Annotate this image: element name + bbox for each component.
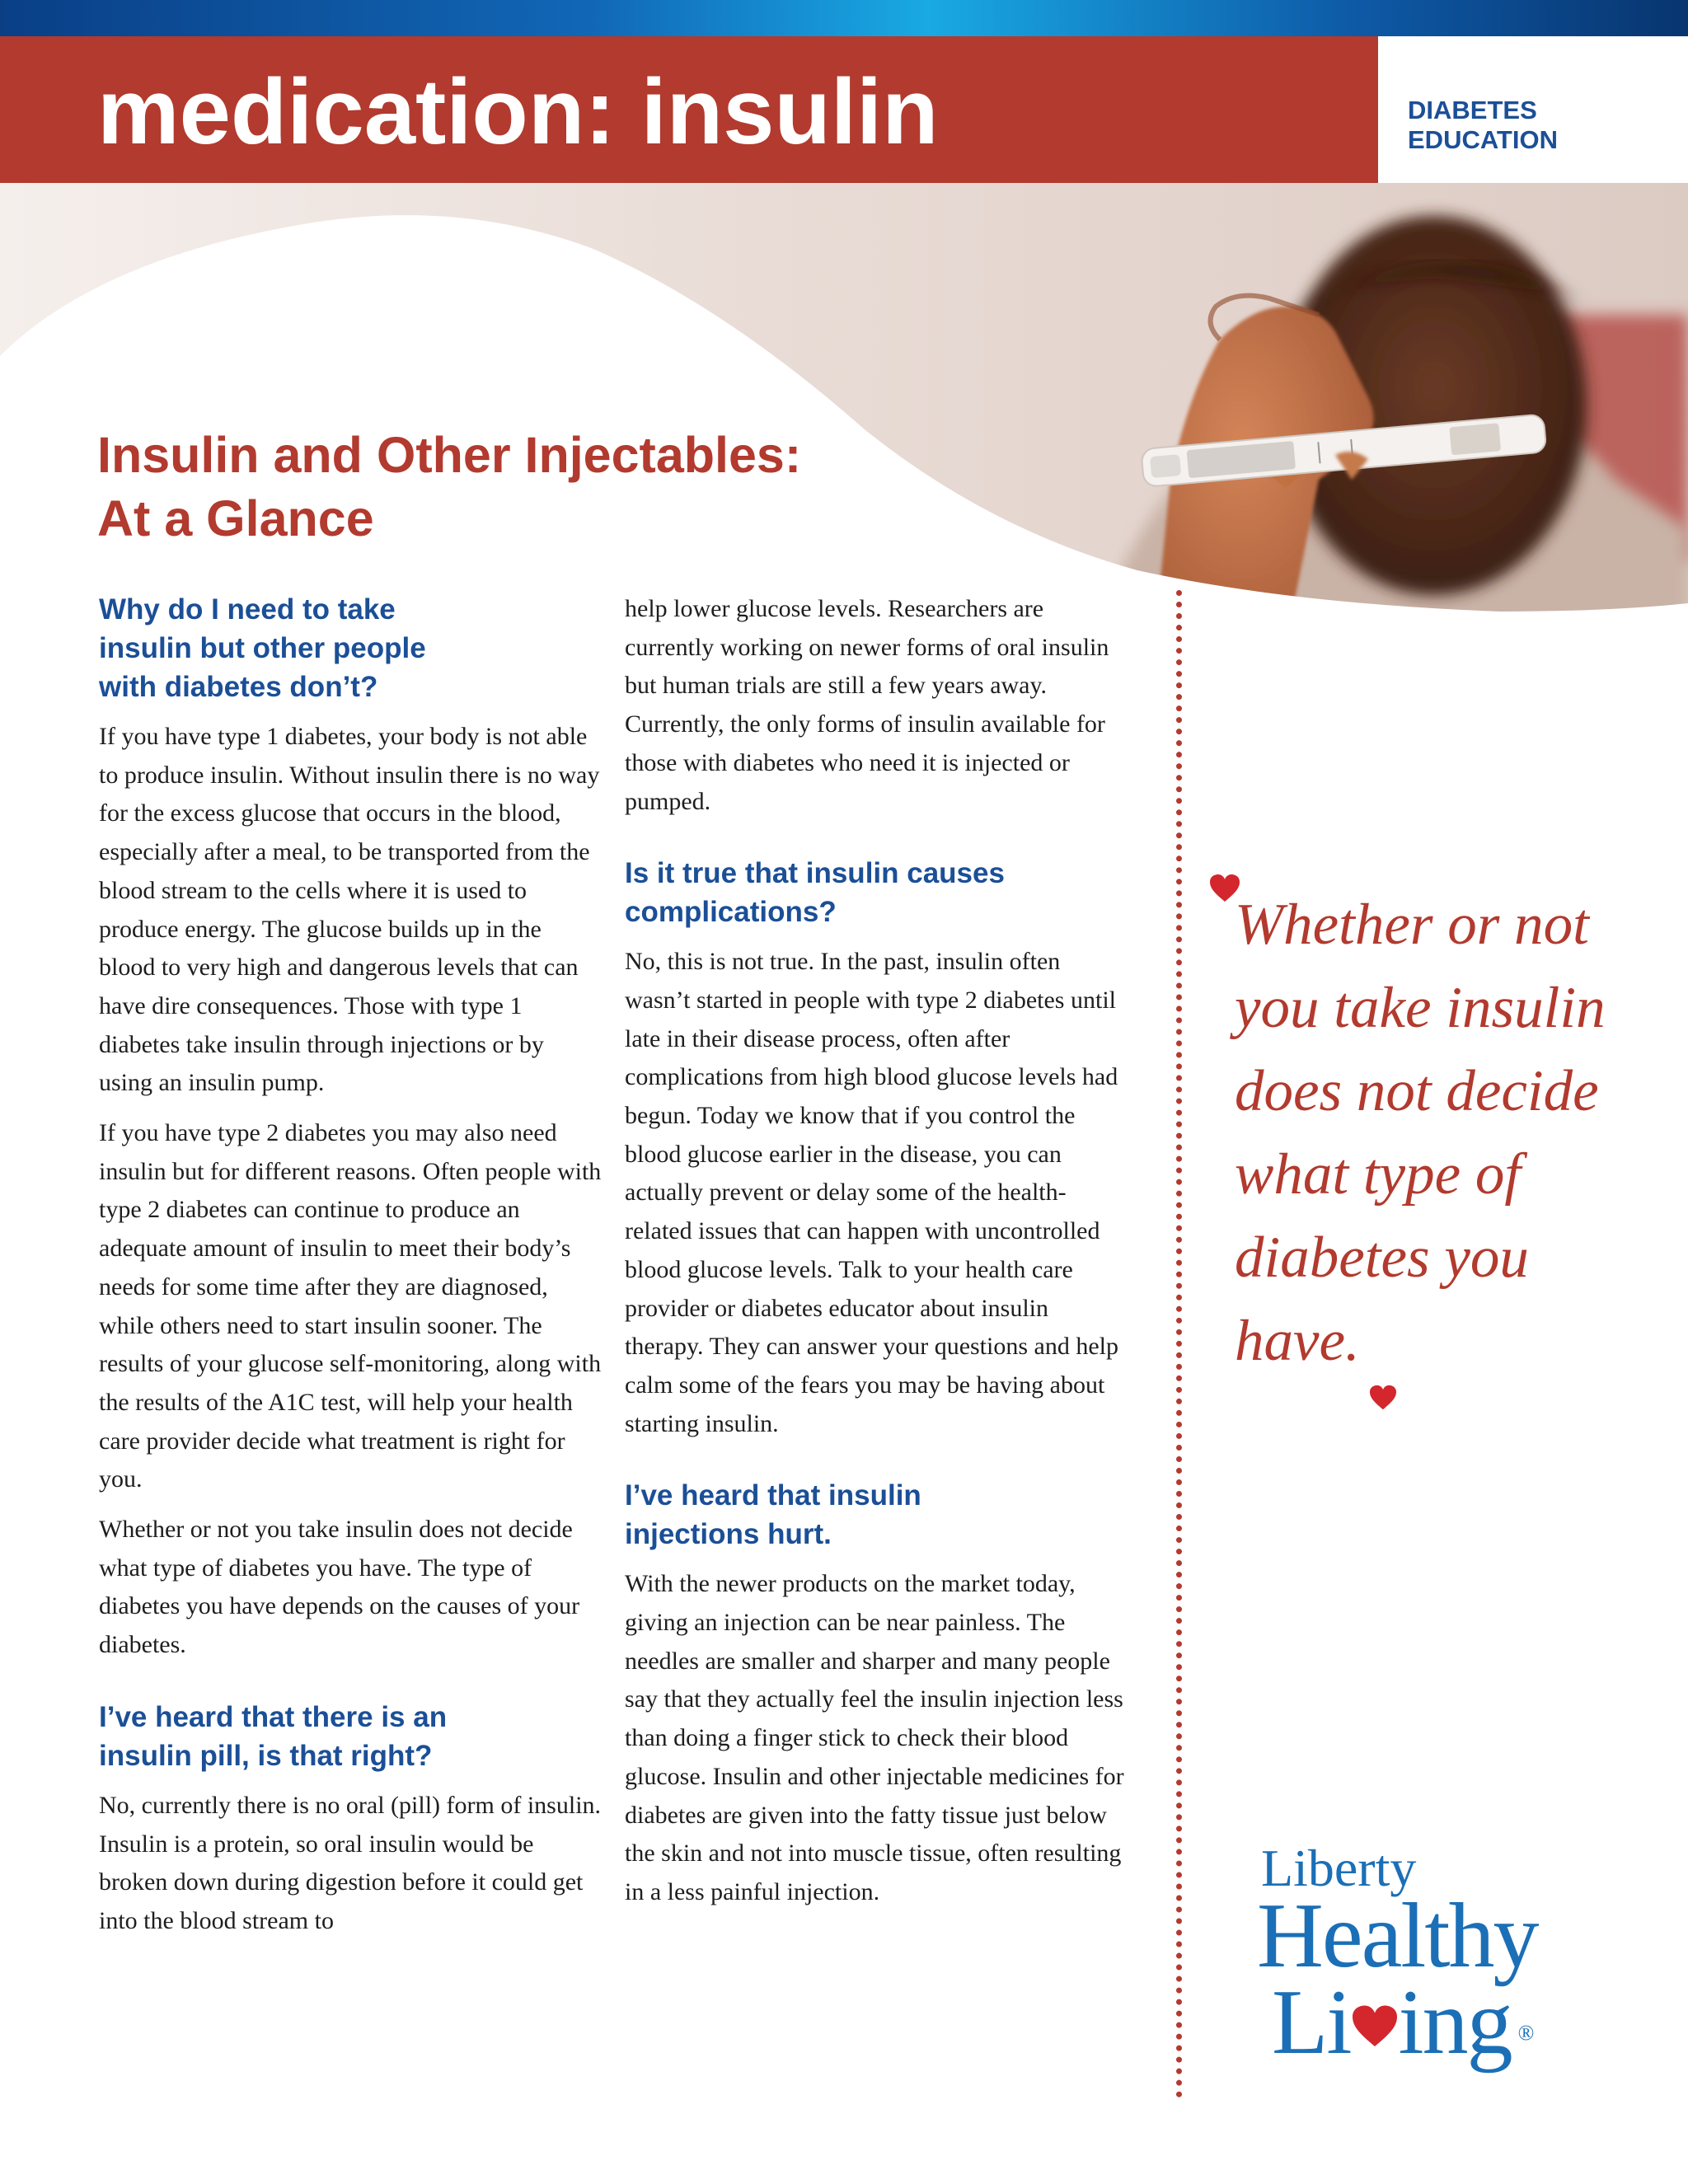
body-paragraph: help lower glucose levels. Researchers are currently working on newer forms of oral insulin but human trials are still a few years away. Currently, the only forms of insulin available for those with diabetes who need it is injected or pumped. [625,595,1109,815]
question-heading: I’ve heard that insulin injections hurt. [625,1479,921,1551]
logo-text-liberty: Liberty [1261,1839,1417,1897]
logo-text-living-prefix: Li [1272,1971,1351,2074]
body-paragraph: No, this is not true. In the past, insulin often wasn’t started in people with type 2 diabetes until late in their disease process, often after complications from high blood glucose levels had begun. Today we know that if you control the blood glucose earlier in the disease, you can actually prevent or delay some of the health-related issues that can happen with uncontrolled blood glucose levels. Talk to your health care provider or diabetes educator about insulin therapy. They can answer your questions and help calm some of the fears you may be having about starting insulin. [625,948,1118,1437]
pull-quote: Whether or not you take insulin does not decide what type of diabetes you have. [1235,893,1606,1373]
logo-text-living-suffix: ing [1398,1971,1512,2074]
question-heading: Is it true that insulin causes complications? [625,857,1005,929]
question-heading: I’ve heard that there is an insulin pill, is that right? [99,1700,448,1772]
title-banner [0,36,1378,183]
top-gradient-stripe [0,0,1688,36]
left-column [99,590,602,1952]
question-heading: Why do I need to take insulin but other people with diabetes don’t? [99,593,426,703]
body-paragraph: If you have type 1 diabetes, your body is not able to produce insulin. Without insulin there is no way for the excess glucose that occurs in the blood, especially after a meal, to be transported from the blood stream to the cells where it is used to produce energy. The glucose builds up in the blood to very high and dangerous levels that can have dire consequences. Those with type 1 diabetes take insulin through injections or by using an insulin pump. [99,723,600,1097]
page-title: medication: insulin [97,60,939,163]
body-paragraph: Whether or not you take insulin does not decide what type of diabetes you have. The type of diabetes you have depends on the causes of your diabetes. [99,1516,580,1659]
body-paragraph: With the newer products on the market today, giving an injection can be near painless. The needles are smaller and sharper and many people say that they actually feel the insulin injection less than doing a finger stick to check their blood glucose. Insulin and other injectable medicines for diabetes are given into the fatty tissue just below the skin and not into muscle tissue, often resulting in a less painful injection. [625,1570,1124,1905]
department-box [1378,36,1688,183]
article-headline [97,424,921,551]
dotted-divider [1176,590,1182,2098]
headline-line-2: At a Glance [97,490,374,547]
liberty-healthy-living-logo [1257,1839,1603,2089]
heart-icon [1349,2004,1400,2049]
heart-icon [1368,1385,1398,1411]
body-paragraph: No, currently there is no oral (pill) form of insulin. Insulin is a protein, so oral insulin would be broken down during digestion before it could get into the blood stream to [99,1791,602,1934]
logo-text-healthy: Healthy [1257,1885,1538,1987]
registered-mark: ® [1517,2021,1533,2045]
logo-text-living [1272,1971,1533,2074]
headline-line-1: Insulin and Other Injectables: [97,427,802,483]
middle-column [625,590,1128,1924]
hero-photo [0,183,1688,644]
department-label: DIABETES EDUCATION [1408,96,1558,154]
body-paragraph: If you have type 2 diabetes you may also need insulin but for different reasons. Often people with type 2 diabetes can continue to produce an adequate amount of insulin to meet their body’s needs for some time after they are diagnosed, while others need to start insulin sooner. The results of your glucose self-monitoring, along with the results of the A1C test, will help your health care provider decide what treatment is right for you. [99,1119,602,1493]
